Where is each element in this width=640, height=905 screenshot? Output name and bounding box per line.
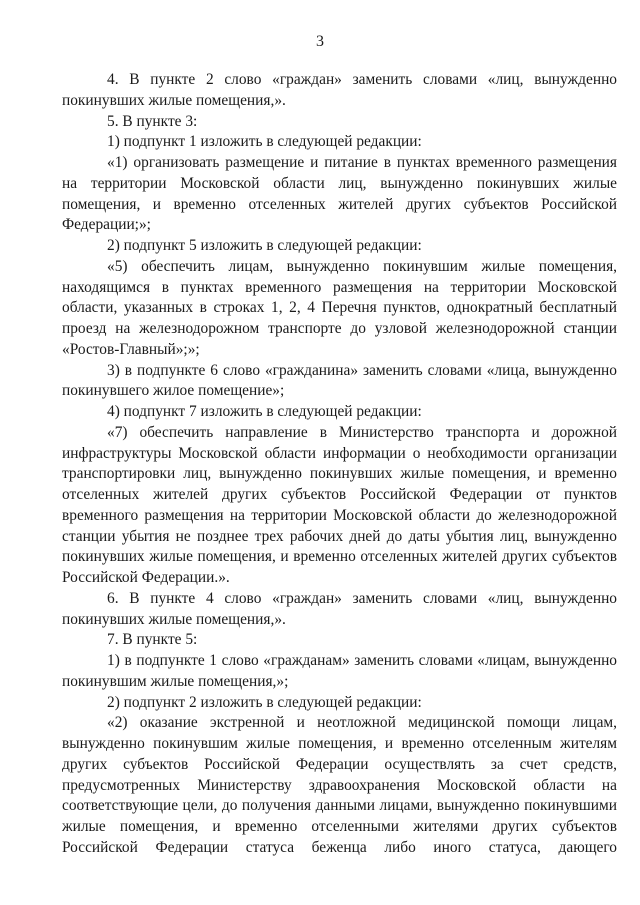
paragraph-subitem-5-3: 3) в подпункте 6 слово «гражданина» заменить словами «лица, вынужденно покинувшего жилое помещение»; [62, 361, 617, 400]
paragraph-item-6: 6. В пункте 4 слово «граждан» заменить словами «лиц, вынужденно покинувших жилые помещения,». [62, 589, 617, 628]
paragraph-quote-subitem-1: «1) организовать размещение и питание в пунктах временного размещения на территории Московской области лиц, вынужденно покинувших жилые помещения, и временно отселенных жителей других субъектов Российской Федерации;»; [62, 154, 617, 234]
paragraph-item-7-heading: 7. В пункте 5: [107, 631, 198, 649]
paragraph-item-4: 4. В пункте 2 слово «граждан» заменить словами «лиц, вынужденно покинувших жилые помещения,». [62, 71, 617, 109]
paragraph-subitem-7-1: 1) в подпункте 1 слово «гражданам» заменить словами «лицам, вынужденно покинувшим жилые помещения,»; [62, 652, 617, 690]
page-number: 3 [316, 33, 324, 50]
paragraph-quote-subitem-2: «2) оказание экстренной и неотложной медицинской помощи лицам, вынужденно покинувшим жилые помещения, и временно отселенным жителям других субъектов Российской Федерации осуществлять за счет средств, предусмотренных Министерству здравоохранения Московской области на соответствующие цели, до получения данными лицами, вынужденно покинувшими жилые помещения, и временно отселенными жителями других субъектов Российской Федерации статуса беженца либо иного статуса, дающего [62, 714, 617, 856]
paragraph-subitem-5-4: 4) подпункт 7 изложить в следующей редакции: [107, 403, 422, 420]
paragraph-subitem-5-1: 1) подпункт 1 изложить в следующей редакции: [107, 133, 422, 151]
paragraph-subitem-5-2: 2) подпункт 5 изложить в следующей редакции: [107, 237, 422, 254]
document-body [62, 70, 617, 859]
paragraph-quote-subitem-7: «7) обеспечить направление в Министерство транспорта и дорожной инфраструктуры Московской области информации о необходимости организации транспортировки лиц, вынужденно покинувших жилые помещения, и временно отселенных жителей других субъектов Российской Федерации от пунктов временного размещения на территории Московской области до железнодорожной станции убытия не позднее трех рабочих дней до даты убытия лиц, вынужденно покинувших жилые помещения, и временно отселенных жителей других субъектов Российской Федерации.». [62, 423, 617, 586]
paragraph-item-5-heading: 5. В пункте 3: [107, 112, 198, 130]
paragraph-subitem-7-2: 2) подпункт 2 изложить в следующей редакции: [107, 693, 422, 711]
paragraph-quote-subitem-5: «5) обеспечить лицам, вынужденно покинувшим жилые помещения, находящимся в пунктах временного размещения на территории Московской области, указанных в строках 1, 2, 4 Перечня пунктов, однократный бесплатный проезд на железнодорожном транспорте до узловой железнодорожной станции «Ростов-Главный»;»; [62, 257, 617, 358]
